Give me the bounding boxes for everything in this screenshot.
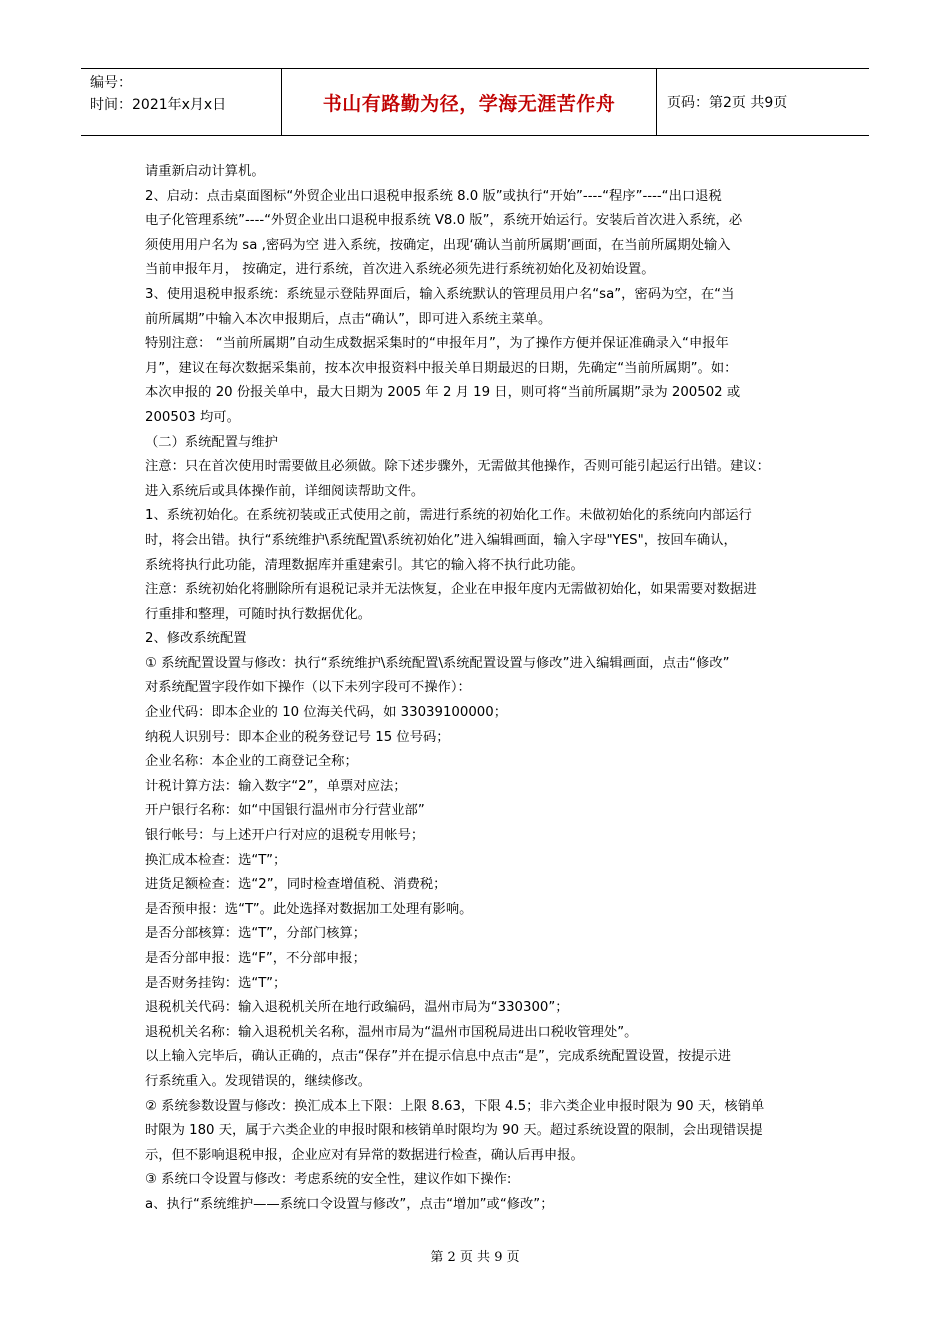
document-body <box>145 160 815 1218</box>
header-table <box>81 68 869 136</box>
text-line: ③ 系统口令设置与修改：考虑系统的安全性，建议作如下操作: <box>145 1172 512 1188</box>
text-line: 换汇成本检查：选“T”； <box>145 852 287 868</box>
page-number-text: 页码：第2页 共9页 <box>667 95 788 111</box>
text-line: （二）系统配置与维护 <box>145 434 278 450</box>
motto-text: 书山有路勤为径，学海无涯苦作舟 <box>322 92 616 115</box>
text-line: 须使用用户名为 sa ,密码为空 进入系统，按确定，出现‘确认当前所属期’画面，在当前所属期处输入 <box>145 237 731 253</box>
text-line: 当前申报年月， 按确定，进行系统，首次进入系统必须先进行系统初始化及初始设置。 <box>145 262 655 278</box>
text-line: 3、使用退税申报系统：系统显示登陆界面后，输入系统默认的管理员用户名“sa”，密码为空，在“当 <box>145 286 735 302</box>
text-line: 行重排和整理，可随时执行数据优化。 <box>145 606 372 622</box>
text-line: 银行帐号：与上述开户行对应的退税专用帐号； <box>145 828 425 844</box>
text-line: 示，但不影响退税申报，企业应对有异常的数据进行检查，确认后再申报。 <box>145 1147 584 1163</box>
page-footer: 第 2 页 共 9 页 <box>430 1250 520 1265</box>
text-line: 退税机关代码：输入退税机关所在地行政编码，温州市局为“330300”； <box>145 1000 569 1016</box>
text-line: a、执行“系统维护——系统口令设置与修改”，点击“增加”或“修改”； <box>145 1196 554 1212</box>
header-page-cell <box>657 69 869 135</box>
text-line: 特别注意： “当前所属期”自动生成数据采集时的“申报年月”，为了操作方便并保证准确录入“申报年 <box>145 336 729 352</box>
text-line: 企业代码：即本企业的 10 位海关代码，如 33039100000； <box>145 705 508 721</box>
text-line: 前所属期”中输入本次申报期后，点击“确认”，即可进入系统主菜单。 <box>145 311 552 327</box>
text-line: 是否分部核算：选“T”，分部门核算； <box>145 926 367 942</box>
text-line: 2、修改系统配置 <box>145 631 247 647</box>
text-line: 电子化管理系统”----“外贸企业出口退税申报系统 V8.0 版”，系统开始运行。安装后首次进入系统，必 <box>145 213 743 229</box>
text-line: 1、系统初始化。在系统初装或正式使用之前，需进行系统的初始化工作。未做初始化的系统向内部运行 <box>145 508 752 524</box>
text-line: ① 系统配置设置与修改：执行“系统维护\系统配置\系统配置设置与修改”进入编辑画面，点击“修改” <box>145 655 730 671</box>
text-line: 企业名称：本企业的工商登记全称； <box>145 754 358 770</box>
text-line: 时限为 180 天，属于六类企业的申报时限和核销单时限均为 90 天。超过系统设置的限制，会出现错误提 <box>145 1123 763 1139</box>
text-line: 是否财务挂钩：选“T”； <box>145 975 287 991</box>
text-line: 是否预申报：选“T”。此处选择对数据加工处理有影响。 <box>145 901 473 917</box>
text-line: 注意：系统初始化将删除所有退税记录并无法恢复，企业在申报年度内无需做初始化，如果需要对数据进 <box>145 582 757 598</box>
text-line: ② 系统参数设置与修改：换汇成本上下限：上限 8.63，下限 4.5；非六类企业申报时限为 90 天，核销单 <box>145 1098 765 1114</box>
text-line: 开户银行名称：如“中国银行温州市分行营业部” <box>145 803 425 819</box>
text-line: 2、启动：点击桌面图标“外贸企业出口退税申报系统 8.0 版”或执行“开始”----“程序”----“出口退税 <box>145 188 722 204</box>
header-info-cell <box>81 69 282 135</box>
text-line: 行系统重入。发现错误的，继续修改。 <box>145 1073 372 1089</box>
text-line: 时，将会出错。执行“系统维护\系统配置\系统初始化”进入编辑画面，输入字母"YES"，按回车确认， <box>145 532 737 548</box>
text-line: 注意：只在首次使用时需要做且必须做。除下述步骤外，无需做其他操作，否则可能引起运行出错。建议： <box>145 459 770 475</box>
text-line: 请重新启动计算机。 <box>145 164 265 179</box>
text-line: 进货足额检查：选“2”，同时检查增值税、消费税； <box>145 877 447 893</box>
text-line: 对系统配置字段作如下操作（以下未列字段可不操作）： <box>145 680 471 696</box>
text-line: 以上输入完毕后，确认正确的，点击“保存”并在提示信息中点击“是”，完成系统配置设置，按提示进 <box>145 1049 732 1065</box>
text-line: 月”，建议在每次数据采集前，按本次申报资料中报关单日期最迟的日期，先确定“当前所属期”。如： <box>145 360 738 376</box>
text-line: 计税计算方法：输入数字“2”，单票对应法； <box>145 778 407 794</box>
header-motto-cell <box>282 69 657 135</box>
text-line: 系统将执行此功能，清理数据库并重建索引。其它的输入将不执行此功能。 <box>145 557 584 573</box>
text-line: 200503 均可。 <box>145 409 240 425</box>
number-label: 编号： <box>90 75 132 91</box>
text-line: 是否分部申报：选“F”，不分部申报； <box>145 951 366 966</box>
text-line: 进入系统后或具体操作前，详细阅读帮助文件。 <box>145 483 425 499</box>
text-line: 本次申报的 20 份报关单中，最大日期为 2005 年 2 月 19 日，则可将“当前所属期”录为 200502 或 <box>145 385 741 401</box>
text-line: 纳税人识别号：即本企业的税务登记号 15 位号码； <box>145 729 450 745</box>
date-text: 时间：2021年x月x日 <box>90 97 227 113</box>
text-line: 退税机关名称：输入退税机关名称，温州市局为“温州市国税局进出口税收管理处”。 <box>145 1024 638 1040</box>
